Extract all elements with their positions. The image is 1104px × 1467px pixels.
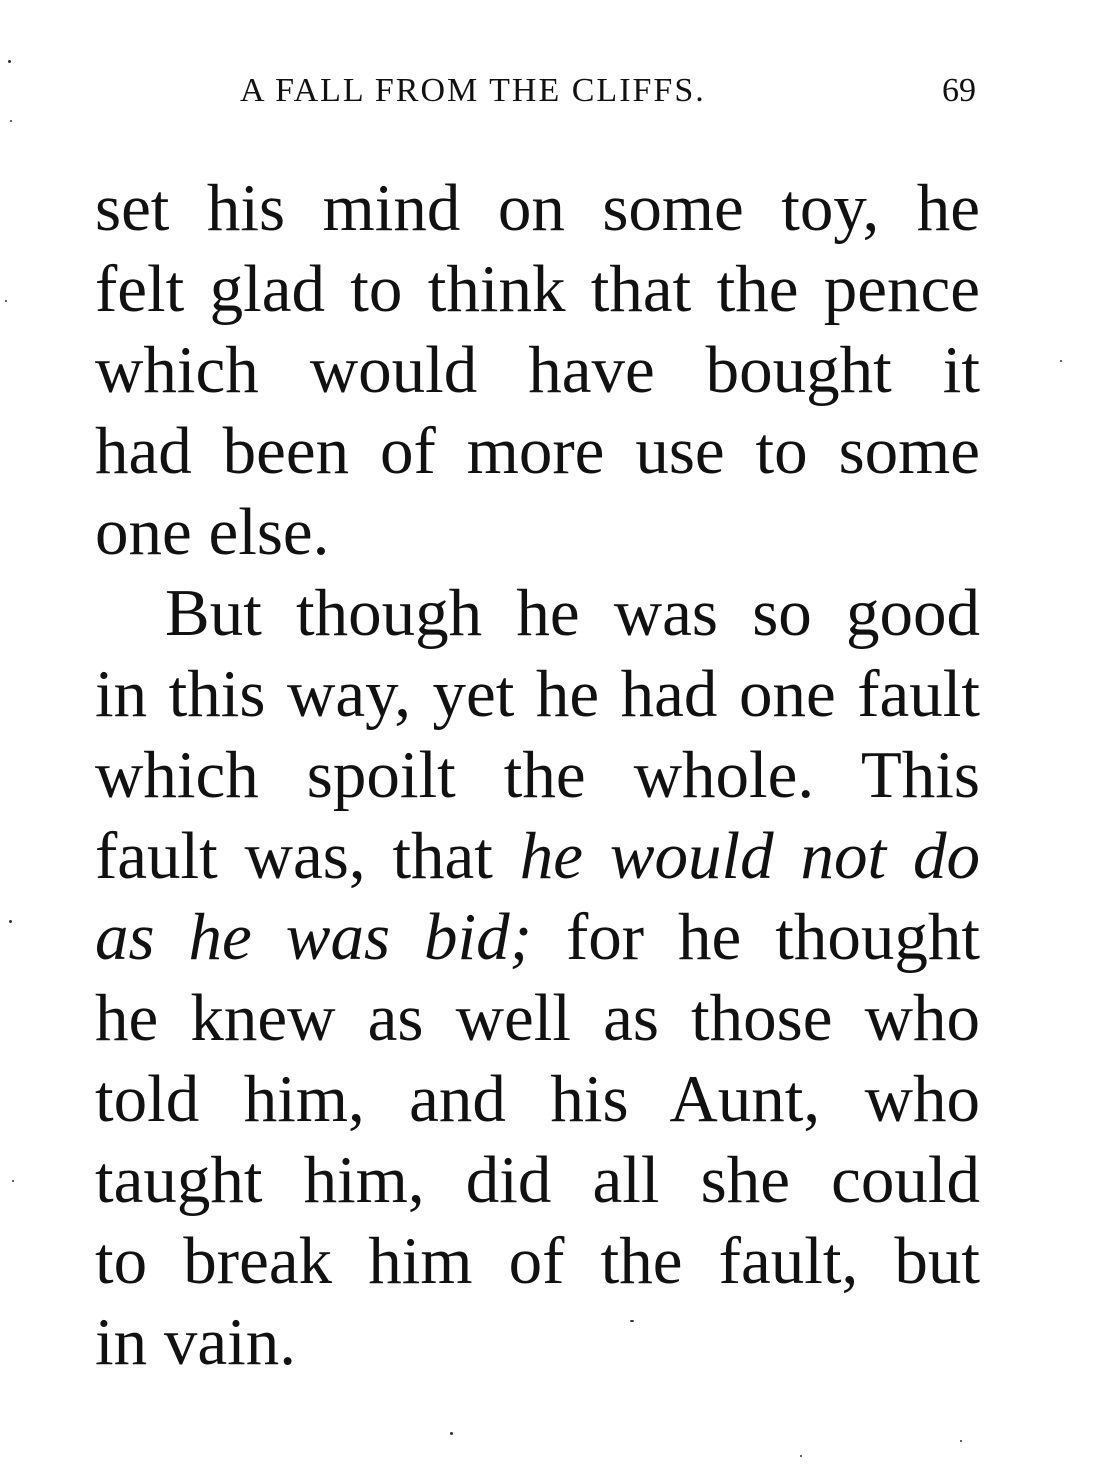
- scan-speck: [9, 920, 12, 923]
- scan-speck: [450, 1432, 453, 1435]
- text-line: felt glad to think that the pence: [95, 252, 980, 326]
- text-segment: for he thought: [531, 900, 980, 974]
- text-segment: fault was, that: [95, 819, 520, 893]
- page-number: 69: [942, 72, 976, 109]
- body-text: [95, 168, 980, 1383]
- text-line-with-emphasis: [95, 897, 980, 978]
- text-line: had been of more use to some: [95, 414, 980, 488]
- scan-speck: [8, 60, 11, 63]
- emphasized-text: as he was bid;: [95, 900, 532, 974]
- scan-speck: [1060, 360, 1062, 362]
- scan-speck: [630, 1320, 634, 1322]
- paragraph-start-line: But though he was so good: [165, 576, 980, 650]
- text-line: set his mind on some toy, he: [95, 171, 980, 245]
- scan-speck: [10, 120, 12, 122]
- text-line: which would have bought it: [95, 333, 980, 407]
- running-head: [95, 66, 980, 116]
- text-line-with-emphasis: [95, 816, 980, 897]
- emphasized-text: he would not do: [519, 819, 980, 893]
- text-line: in vain.: [95, 1305, 296, 1379]
- text-line: in this way, yet he had one fault: [95, 657, 980, 731]
- scan-speck: [800, 1455, 802, 1457]
- text-line: one else.: [95, 495, 330, 569]
- text-line: to break him of the fault, but: [95, 1224, 980, 1298]
- text-line: which spoilt the whole. This: [95, 738, 980, 812]
- text-line: told him, and his Aunt, who: [95, 1062, 980, 1136]
- text-line: taught him, did all she could: [95, 1143, 980, 1217]
- running-title: A FALL FROM THE CLIFFS.: [240, 72, 706, 109]
- scan-speck: [12, 1180, 14, 1182]
- scan-speck: [5, 300, 7, 302]
- scan-speck: [960, 1440, 962, 1442]
- text-line: he knew as well as those who: [95, 981, 980, 1055]
